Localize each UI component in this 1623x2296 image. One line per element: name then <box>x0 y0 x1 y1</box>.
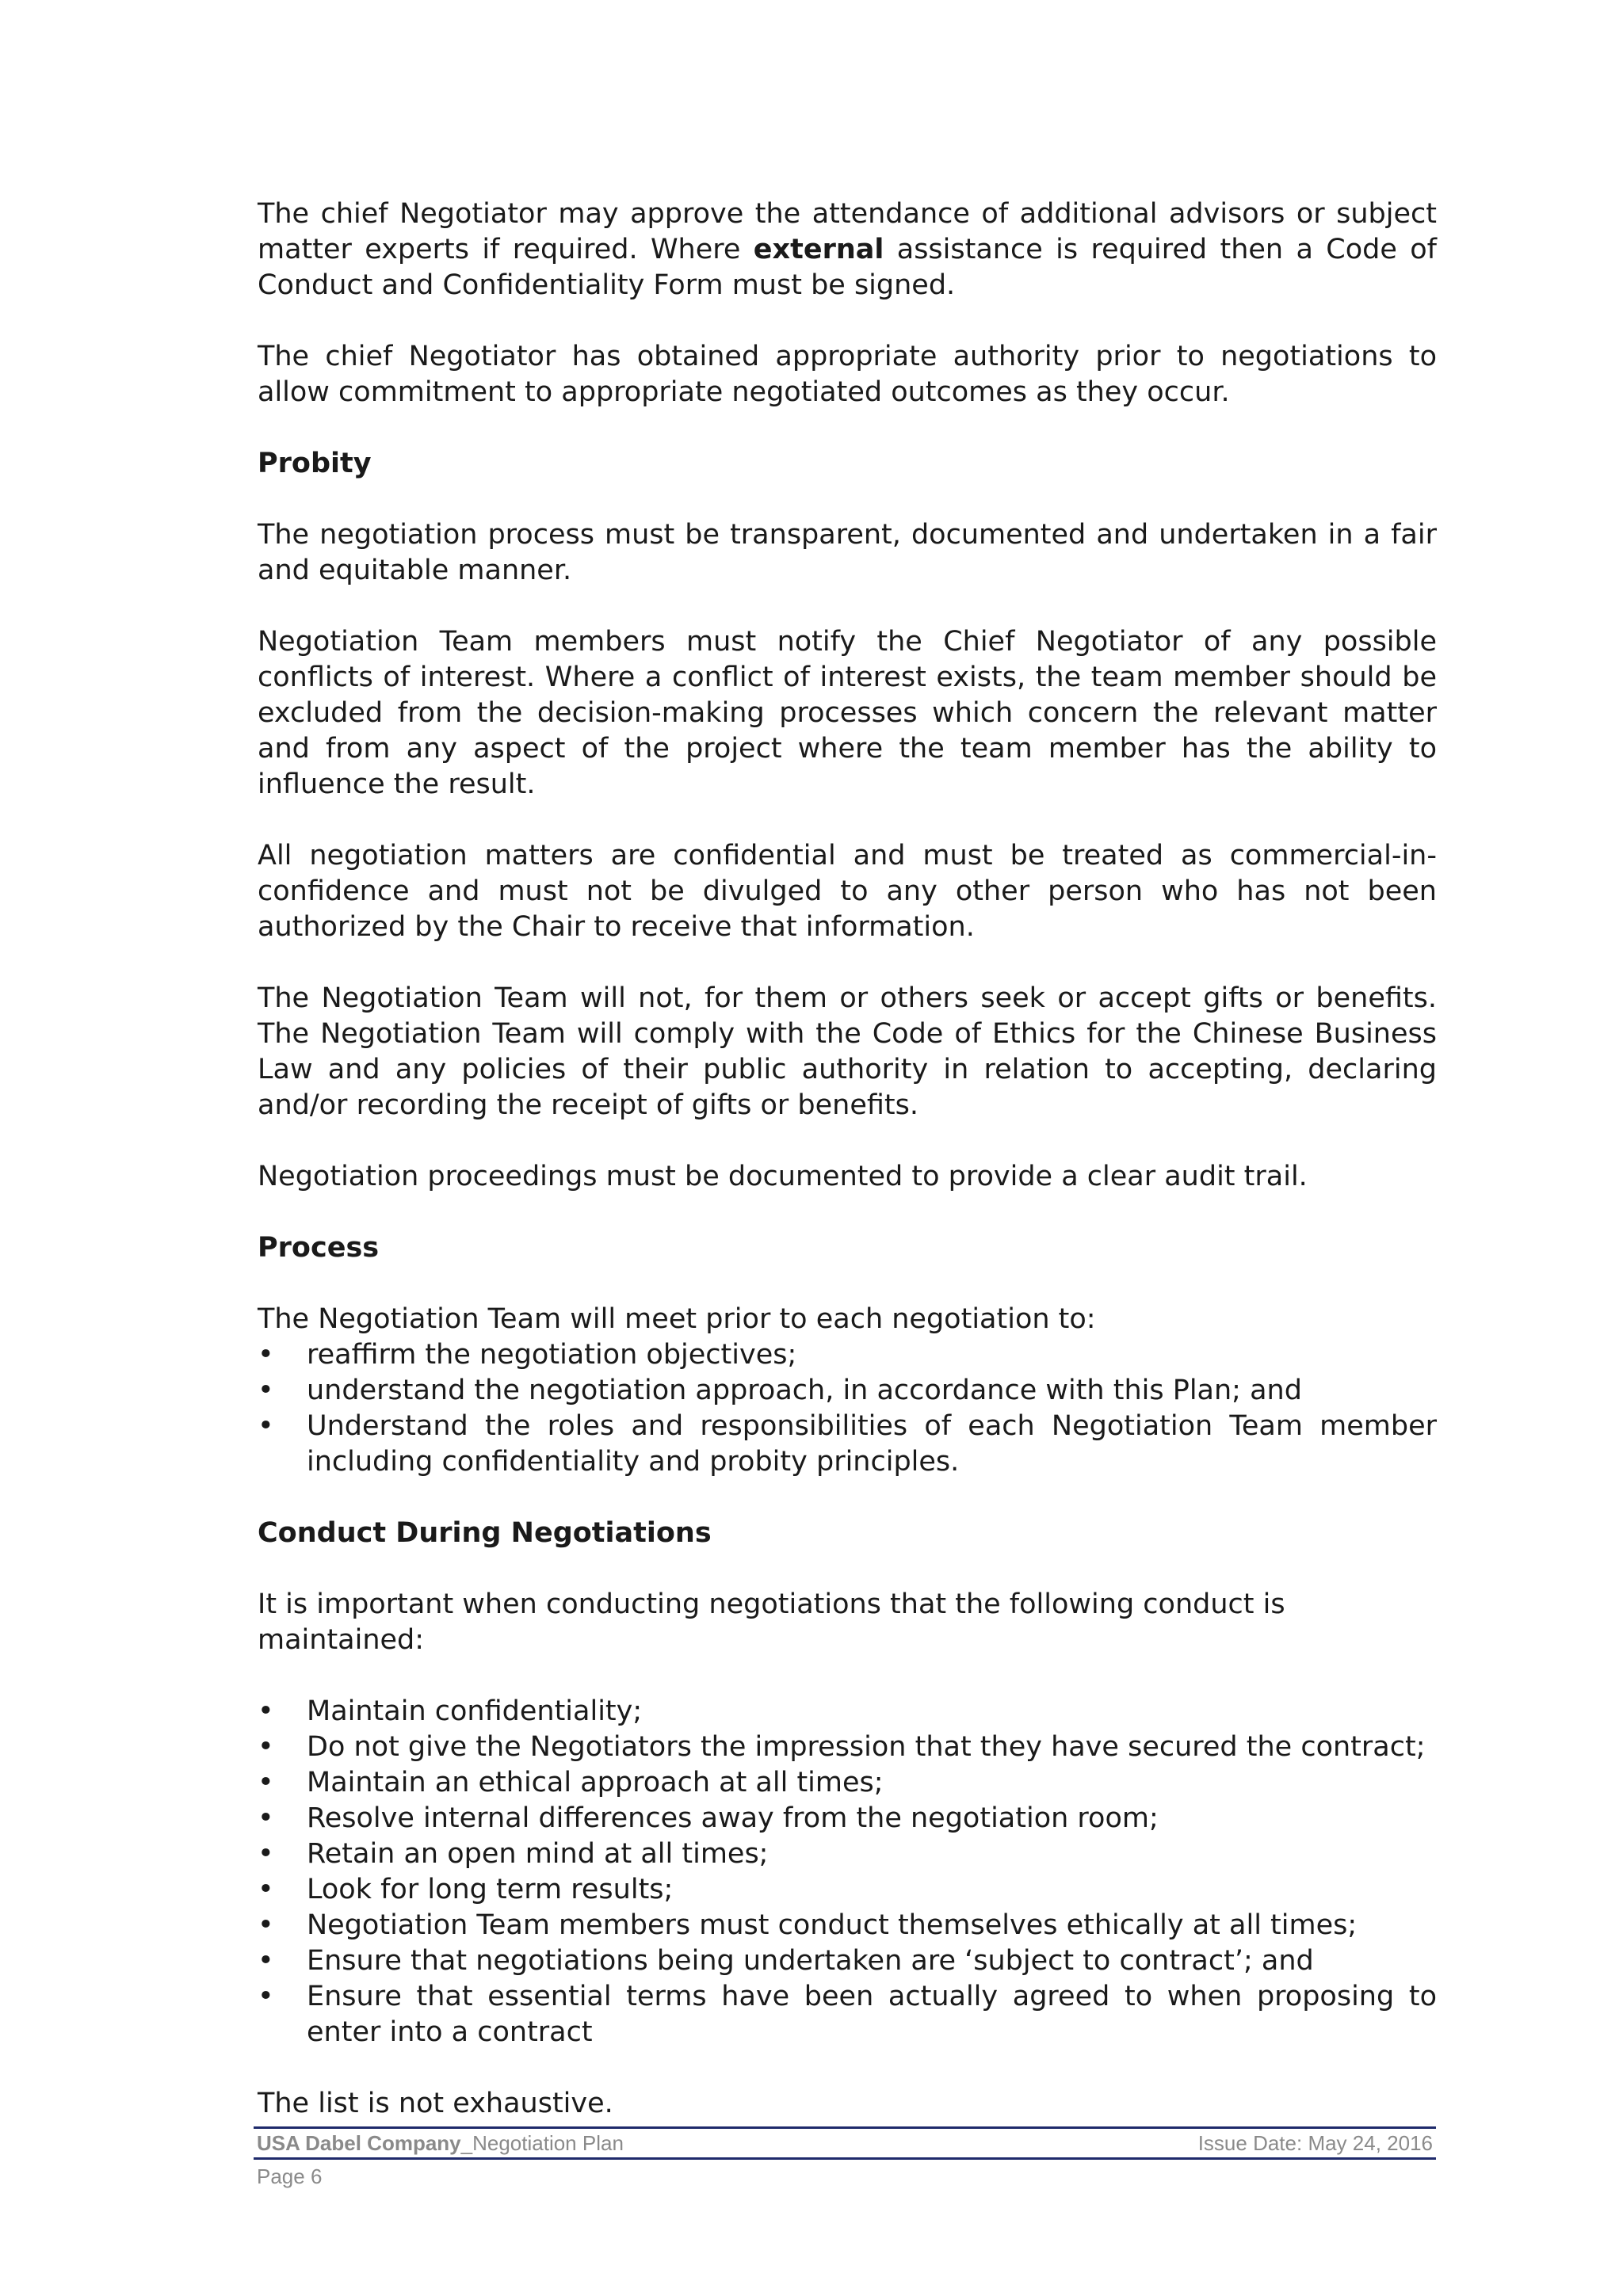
bullet-icon: • <box>258 1981 274 2012</box>
bullet-icon: • <box>258 1838 274 1870</box>
bullet-icon: • <box>258 1410 274 1442</box>
list-item-text: Look for long term results; <box>307 1874 674 1905</box>
conduct-list <box>258 1694 1437 2050</box>
list-item <box>258 1409 1437 1480</box>
list-item-text: reaffirm the negotiation objectives; <box>307 1339 797 1371</box>
bullet-icon: • <box>258 1767 274 1798</box>
list-item-text: understand the negotiation approach, in accordance with this Plan; and <box>307 1375 1302 1406</box>
process-list <box>258 1337 1437 1480</box>
list-item <box>258 1943 1437 1979</box>
footer-doc-name: _Negotiation Plan <box>460 2131 624 2155</box>
paragraph-advisors-text-1: The chief Negotiator may approve the attendance of additional advisors or subject matter experts if required. Where <box>258 198 1437 265</box>
footer-document-title <box>257 2130 624 2157</box>
list-item <box>258 1337 1437 1373</box>
paragraph-probity-3: All negotiation matters are confidential and must be treated as commercial-in-confidence and must not be divulged to any other person who has not been authorized by the Chair to receive that information. <box>258 840 1437 943</box>
list-item-text: Negotiation Team members must conduct themselves ethically at all times; <box>307 1909 1358 1941</box>
list-item <box>258 1730 1437 1765</box>
list-item-text: Ensure that essential terms have been actually agreed to when proposing to enter into a contract <box>307 1981 1437 2048</box>
paragraph-authority: The chief Negotiator has obtained appropriate authority prior to negotiations to allow commitment to appropriate negotiated outcomes as they occur. <box>258 341 1437 408</box>
list-item <box>258 1908 1437 1943</box>
paragraph-advisors <box>258 196 1437 303</box>
bullet-icon: • <box>258 1731 274 1763</box>
heading-process: Process <box>258 1232 380 1264</box>
heading-conduct: Conduct During Negotiations <box>258 1517 712 1549</box>
heading-probity: Probity <box>258 448 372 479</box>
bullet-icon: • <box>258 1945 274 1977</box>
list-item-text: Ensure that negotiations being undertaken are ‘subject to contract’; and <box>307 1945 1314 1977</box>
bullet-icon: • <box>258 1339 274 1371</box>
page-number: Page 6 <box>257 2164 323 2188</box>
list-item <box>258 1872 1437 1908</box>
paragraph-probity-1: The negotiation process must be transparent, documented and undertaken in a fair and equitable manner. <box>258 519 1437 586</box>
paragraph-advisors-text-2: assistance is required then a Code of Conduct and Confidentiality Form must be signed. <box>258 234 1437 301</box>
list-item <box>258 1373 1437 1409</box>
bullet-icon: • <box>258 1874 274 1905</box>
list-item-text: Maintain confidentiality; <box>307 1695 643 1727</box>
list-item-text: Resolve internal differences away from the negotiation room; <box>307 1802 1159 1834</box>
bullet-icon: • <box>258 1695 274 1727</box>
process-lead: The Negotiation Team will meet prior to each negotiation to: <box>258 1303 1096 1335</box>
list-item <box>258 1836 1437 1872</box>
paragraph-probity-2: Negotiation Team members must notify the Chief Negotiator of any possible conflicts of interest. Where a conflict of interest exists, the team member should be excluded from the decision-making processes which concern the relevant matter and from any aspect of the project where the team member has the ability to influence the result. <box>258 626 1437 800</box>
list-item-text: Maintain an ethical approach at all times; <box>307 1767 884 1798</box>
footer-issue-date: Issue Date: May 24, 2016 <box>1197 2131 1433 2155</box>
list-item <box>258 1765 1437 1801</box>
bullet-icon: • <box>258 1909 274 1941</box>
bullet-icon: • <box>258 1802 274 1834</box>
emphasis-external: external <box>753 234 884 265</box>
paragraph-probity-5: Negotiation proceedings must be documented to provide a clear audit trail. <box>258 1161 1308 1192</box>
list-item-text: Retain an open mind at all times; <box>307 1838 769 1870</box>
footer-company: USA Dabel Company <box>257 2131 461 2155</box>
document-body <box>258 196 1437 2157</box>
list-item <box>258 1979 1437 2050</box>
footer <box>254 2130 1436 2157</box>
conduct-lead: It is important when conducting negotiations that the following conduct is maintained: <box>258 1589 1285 1656</box>
footer-rule-bottom <box>254 2157 1436 2160</box>
bullet-icon: • <box>258 1375 274 1406</box>
list-item-text: Understand the roles and responsibilities of each Negotiation Team member including confidentiality and probity principles. <box>307 1410 1437 1478</box>
paragraph-probity-4: The Negotiation Team will not, for them or others seek or accept gifts or benefits. The Negotiation Team will comply with the Code of Ethics for the Chinese Business Law and any policies of their public authority in relation to accepting, declaring and/or recording the receipt of gifts or benefits. <box>258 982 1437 1121</box>
list-item <box>258 1801 1437 1836</box>
footer-rule-top <box>254 2126 1436 2129</box>
list-item-text: Do not give the Negotiators the impression that they have secured the contract; <box>307 1731 1426 1763</box>
list-item <box>258 1694 1437 1730</box>
closing-note: The list is not exhaustive. <box>258 2088 613 2119</box>
